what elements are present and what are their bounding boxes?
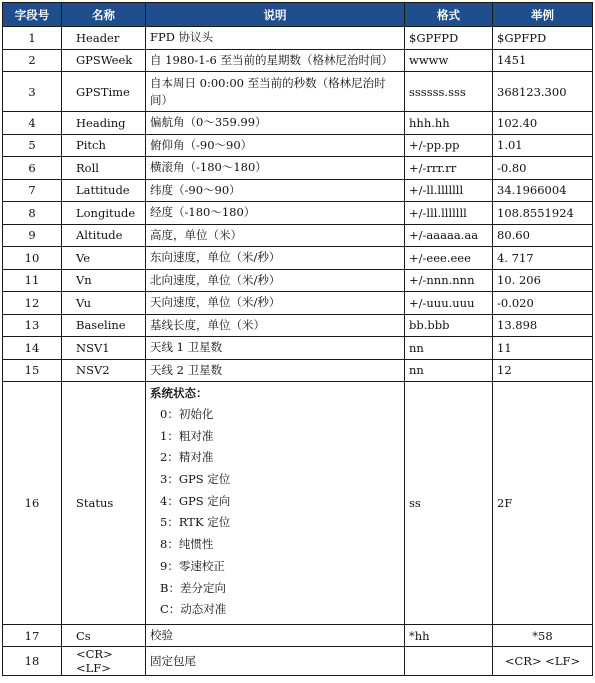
table-row: [3, 292, 593, 315]
field-name: Roll: [62, 157, 146, 180]
field-example: 34.1966004: [493, 179, 593, 202]
field-no: 8: [3, 202, 62, 225]
table-row: [3, 337, 593, 360]
field-no: 18: [3, 647, 62, 676]
field-name: Status: [62, 382, 146, 625]
field-format: wwww: [405, 49, 493, 72]
table-header-row: [3, 3, 593, 27]
field-no: 12: [3, 292, 62, 315]
field-format: +/-uuu.uuu: [405, 292, 493, 315]
table-row: [3, 624, 593, 647]
field-name: Lattitude: [62, 179, 146, 202]
table-row: [3, 247, 593, 270]
field-description: 经度（-180～180）: [146, 202, 405, 225]
table-row: [3, 134, 593, 157]
field-no: 7: [3, 179, 62, 202]
status-item: C：动态对准: [160, 602, 227, 617]
table-row: [3, 359, 593, 382]
field-description: 纬度（-90～90）: [146, 179, 405, 202]
field-format: +/-eee.eee: [405, 247, 493, 270]
field-description: 自本周日 0:00:00 至当前的秒数（格林尼治时间）: [146, 72, 405, 112]
field-no: 1: [3, 27, 62, 50]
field-name: NSV1: [62, 337, 146, 360]
field-no: 5: [3, 134, 62, 157]
field-description: FPD 协议头: [146, 27, 405, 50]
field-example: 80.60: [493, 224, 593, 247]
field-name: Baseline: [62, 314, 146, 337]
field-format: +/-rrr.rr: [405, 157, 493, 180]
field-no: 6: [3, 157, 62, 180]
table-row: [3, 157, 593, 180]
status-item: 1：粗对准: [160, 428, 214, 443]
field-example: <CR> <LF>: [493, 647, 593, 676]
field-name: Altitude: [62, 224, 146, 247]
field-example: *58: [493, 624, 593, 647]
field-description: 天线 2 卫星数: [146, 359, 405, 382]
field-format: nn: [405, 337, 493, 360]
field-description: 固定包尾: [146, 647, 405, 676]
field-no: 14: [3, 337, 62, 360]
table-row: [3, 647, 593, 676]
field-example: 12: [493, 359, 593, 382]
field-example: 10. 206: [493, 269, 593, 292]
field-no: 4: [3, 112, 62, 135]
field-example: 368123.300: [493, 72, 593, 112]
field-name: GPSTime: [62, 72, 146, 112]
table-row: [3, 112, 593, 135]
field-name: <CR> <LF>: [62, 647, 146, 676]
field-name: Pitch: [62, 134, 146, 157]
status-item: 4：GPS 定向: [160, 493, 231, 508]
field-name: Longitude: [62, 202, 146, 225]
status-item: 3：GPS 定位: [160, 472, 231, 487]
field-name: Ve: [62, 247, 146, 270]
field-name: Header: [62, 27, 146, 50]
field-format: +/-aaaaa.aa: [405, 224, 493, 247]
field-name: Heading: [62, 112, 146, 135]
field-no: 17: [3, 624, 62, 647]
field-format: $GPFPD: [405, 27, 493, 50]
field-example: 1.01: [493, 134, 593, 157]
field-example: -0.020: [493, 292, 593, 315]
status-item: 5：RTK 定位: [160, 515, 231, 530]
field-description: 北向速度，单位（米/秒）: [146, 269, 405, 292]
field-description: 高度，单位（米）: [146, 224, 405, 247]
field-example: 13.898: [493, 314, 593, 337]
field-format: ssssss.sss: [405, 72, 493, 112]
field-format: +/-nnn.nnn: [405, 269, 493, 292]
table-row: [3, 27, 593, 50]
table-row: [3, 72, 593, 112]
field-description: 自 1980-1-6 至当前的星期数（格林尼治时间）: [146, 49, 405, 72]
field-example: 1451: [493, 49, 593, 72]
status-item: 0：初始化: [160, 407, 214, 421]
field-format: *hh: [405, 624, 493, 647]
field-description: 天向速度，单位（米/秒）: [146, 292, 405, 315]
field-format: ss: [405, 382, 493, 625]
table-row: [3, 269, 593, 292]
field-no: 16: [3, 382, 62, 625]
field-description: 东向速度，单位（米/秒）: [146, 247, 405, 270]
field-description: 校验: [146, 624, 405, 647]
field-no: 10: [3, 247, 62, 270]
field-description: 横滚角（-180～180）: [146, 157, 405, 180]
field-format: +/-ll.lllllll: [405, 179, 493, 202]
field-description: 基线长度，单位（米）: [146, 314, 405, 337]
field-example: 4. 717: [493, 247, 593, 270]
field-example: $GPFPD: [493, 27, 593, 50]
field-format: +/-pp.pp: [405, 134, 493, 157]
table-row: [3, 224, 593, 247]
field-format: [405, 647, 493, 676]
header-example: 举例: [493, 3, 593, 27]
field-no: 15: [3, 359, 62, 382]
field-format: bb.bbb: [405, 314, 493, 337]
protocol-table: [2, 2, 593, 676]
field-no: 13: [3, 314, 62, 337]
field-name: NSV2: [62, 359, 146, 382]
field-description: 天线 1 卫星数: [146, 337, 405, 360]
field-description: 偏航角（0～359.99）: [146, 112, 405, 135]
field-name: GPSWeek: [62, 49, 146, 72]
field-no: 3: [3, 72, 62, 112]
table-row: [3, 314, 593, 337]
field-example: 108.8551924: [493, 202, 593, 225]
field-format: +/-lll.lllllll: [405, 202, 493, 225]
header-field-no: 字段号: [3, 3, 62, 27]
field-example: -0.80: [493, 157, 593, 180]
field-no: 9: [3, 224, 62, 247]
status-item: 2：精对准: [160, 450, 214, 465]
field-description: 俯仰角（-90～90）: [146, 134, 405, 157]
field-no: 11: [3, 269, 62, 292]
field-format: hhh.hh: [405, 112, 493, 135]
status-description: [146, 382, 405, 625]
header-format: 格式: [405, 3, 493, 27]
table-row: [3, 202, 593, 225]
field-name: Vu: [62, 292, 146, 315]
field-name: Cs: [62, 624, 146, 647]
field-example: 2F: [493, 382, 593, 625]
field-example: 11: [493, 337, 593, 360]
status-item: 8：纯惯性: [160, 537, 214, 552]
status-row: [3, 382, 593, 625]
status-item: B：差分定向: [160, 580, 226, 595]
table-row: [3, 49, 593, 72]
field-name: Vn: [62, 269, 146, 292]
table-row: [3, 179, 593, 202]
status-title: 系统状态：: [150, 386, 208, 400]
header-name: 名称: [62, 3, 146, 27]
field-example: 102.40: [493, 112, 593, 135]
status-list: [150, 404, 400, 621]
field-no: 2: [3, 49, 62, 72]
field-format: nn: [405, 359, 493, 382]
status-item: 9：零速校正: [160, 558, 225, 573]
header-description: 说明: [146, 3, 405, 27]
